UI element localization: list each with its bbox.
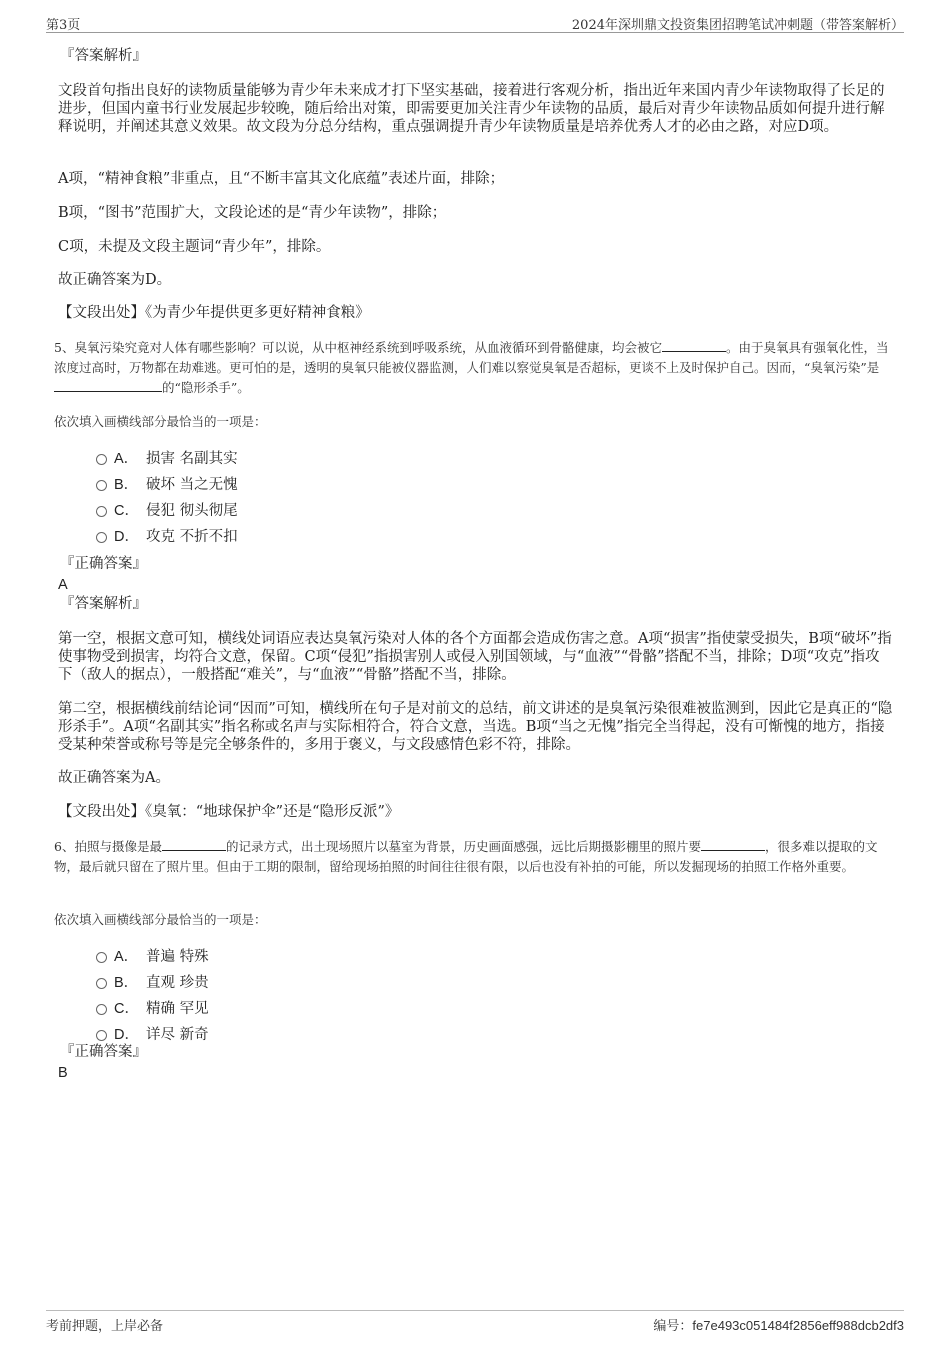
q6-stem: 6、拍照与摄像是最 的记录方式，出土现场照片以墓室为背景，历史画面感强，远比后期摄影棚里的照片要 ，很多难以提取的文物，最后就只留在了照片里。但由于工期的限制，留给现场拍照的时间往往很有限，以后也没有补拍的可能，所以发掘现场的拍照工作格外重要。 — [54, 839, 878, 874]
q5-analysis-label: 『答案解析』 — [60, 596, 147, 612]
q5-option-d[interactable]: D． 攻克 不折不扣 — [96, 524, 458, 550]
footer-slogan: 考前押题，上岸必备 — [46, 1319, 164, 1334]
page-footer — [46, 1310, 904, 1335]
q5-blank-1 — [662, 339, 726, 352]
q5-option-b[interactable]: B． 破坏 当之无愧 — [96, 472, 458, 498]
q4-analysis-label: 『答案解析』 — [60, 48, 147, 64]
q6-blank-1 — [162, 838, 226, 851]
page-number: 第3页 — [46, 18, 81, 33]
q6-answer: B — [58, 1065, 68, 1081]
q6-answer-label: 『正确答案』 — [60, 1044, 147, 1060]
q6-blank-2 — [701, 838, 765, 851]
q5-options — [58, 446, 458, 550]
q4-conclusion: 故正确答案为D。 — [58, 272, 172, 288]
q4-option-b-note: B项，“图书”范围扩大，文段论述的是“青少年读物”，排除； — [58, 205, 447, 221]
q5-instruction: 依次填入画横线部分最恰当的一项是： — [54, 414, 267, 429]
radio-icon[interactable] — [96, 1004, 107, 1015]
q5-source: 【文段出处】《臭氧：“地球保护伞”还是“隐形反派”》 — [58, 804, 400, 820]
q4-analysis-text: 文段首句指出良好的读物质量能够为青少年未来成才打下坚实基础，接着进行客观分析，指出近年来国内青少年读物取得了长足的进步，但国内童书行业发展起步较晚，随后给出对策，即需要更加关注青少年读物的品质，最后对青少年读物品质如何提升进行解释说明，并阐述其意义效果。故文段为分总分结构，重点强调提升青少年读物质量是培养优秀人才的必由之路，对应D项。 — [58, 83, 885, 135]
q6-option-a[interactable]: A． 普遍 特殊 — [96, 944, 458, 970]
q5-blank-2 — [54, 379, 162, 392]
q5-analysis-1: 第一空，根据文意可知，横线处词语应表达臭氧污染对人体的各个方面都会造成伤害之意。A项“损害”指使蒙受损失，B项“破坏”指使事物受到损害，均符合文意，保留。C项“侵犯”指损害别人或侵入别国领域，与“血液”“骨骼”搭配不当，排除；D项“攻克”指攻下（敌人的据点），一般搭配“难关”，与“血液”“骨骼”搭配不当，排除。 — [58, 631, 892, 683]
document-serial: 编号：fe7e493c051484f2856eff988dcb2df3 — [653, 1318, 904, 1333]
q5-option-c[interactable]: C． 侵犯 彻头彻尾 — [96, 498, 458, 524]
q6-option-b[interactable]: B． 直观 珍贵 — [96, 970, 458, 996]
q4-option-a-note: A项，“精神食粮”非重点，且“不断丰富其文化底蕴”表述片面，排除； — [58, 171, 505, 187]
radio-icon[interactable] — [96, 952, 107, 963]
radio-icon[interactable] — [96, 532, 107, 543]
document-title: 2024年深圳鼎文投资集团招聘笔试冲刺题（带答案解析） — [571, 18, 904, 33]
radio-icon[interactable] — [96, 978, 107, 989]
q4-option-c-note: C项，未提及文段主题词“青少年”，排除。 — [58, 239, 331, 255]
q5-option-a[interactable]: A． 损害 名副其实 — [96, 446, 458, 472]
radio-icon[interactable] — [96, 1030, 107, 1041]
radio-icon[interactable] — [96, 480, 107, 491]
q5-answer: A — [58, 577, 68, 593]
q5-conclusion: 故正确答案为A。 — [58, 770, 170, 786]
q5-analysis-2: 第二空，根据横线前结论词“因而”可知，横线所在句子是对前文的总结，前文讲述的是臭氧污染很难被监测到，因此它是真正的“隐形杀手”。A项“名副其实”指名称或名声与实际相符合，符合文意，当选。B项“当之无愧”指完全当得起，没有可惭愧的地方，指接受某种荣誉或称号等是完全够条件的，多用于褒义，与文段感情色彩不符，排除。 — [58, 701, 893, 753]
q5-stem: 5、臭氧污染究竟对人体有哪些影响？可以说，从中枢神经系统到呼吸系统，从血液循环到骨骼健康，均会被它 。由于臭氧具有强氧化性，当浓度过高时，万物都在劫难逃。更可怕的是，透明的臭氧只能被仪器监测，人们难以察觉臭氧是否超标，更谈不上及时保护自己。因而，“臭氧污染”是的“隐形杀手”。 — [54, 340, 889, 395]
q4-source: 【文段出处】《为青少年提供更多更好精神食粮》 — [58, 305, 370, 321]
page-header — [46, 12, 904, 33]
q6-option-c[interactable]: C． 精确 罕见 — [96, 996, 458, 1022]
q5-answer-label: 『正确答案』 — [60, 556, 147, 572]
q6-option-d[interactable]: D． 详尽 新奇 — [96, 1022, 458, 1048]
q6-options — [58, 944, 458, 1048]
radio-icon[interactable] — [96, 454, 107, 465]
q6-instruction: 依次填入画横线部分最恰当的一项是： — [54, 912, 267, 927]
radio-icon[interactable] — [96, 506, 107, 517]
